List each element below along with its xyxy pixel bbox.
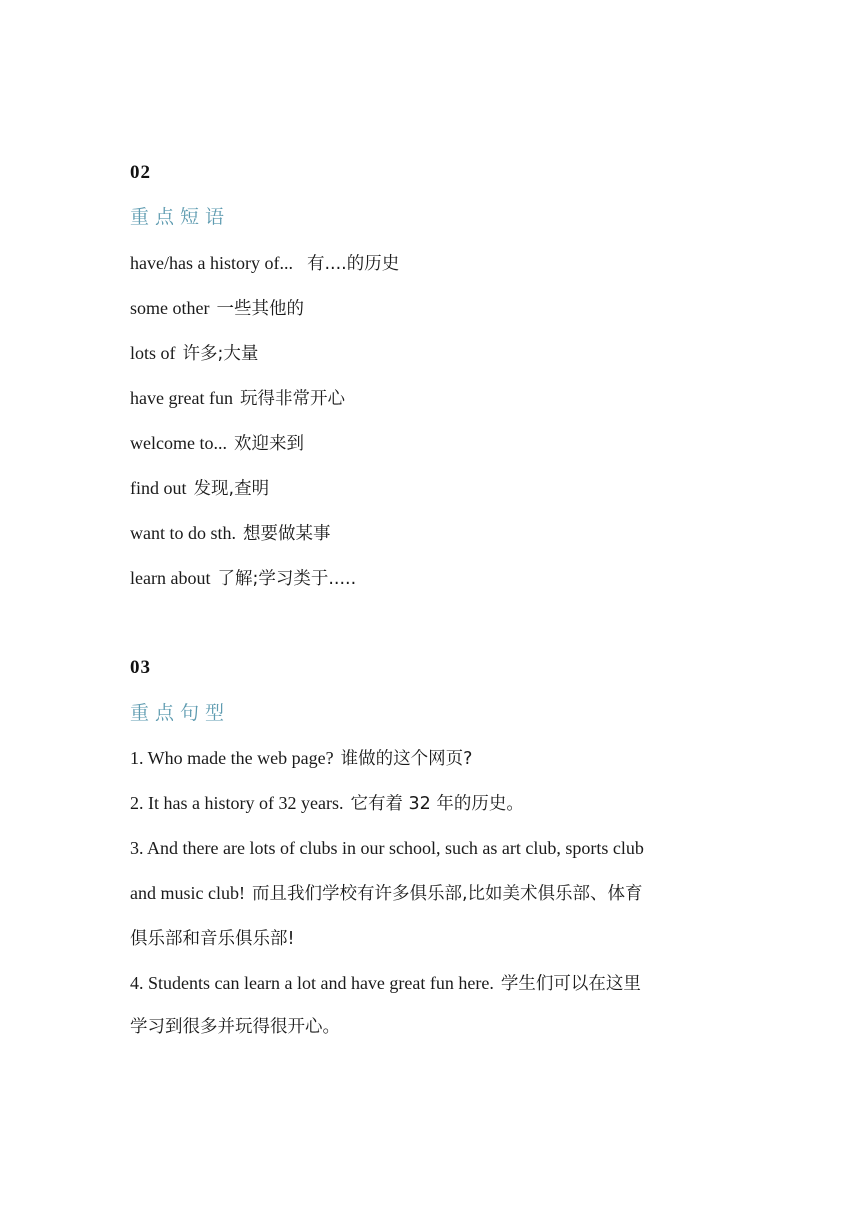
phrase-zh: 有....的历史	[306, 254, 400, 274]
sentence-zh: 而且我们学校有许多俱乐部,比如美术俱乐部、体育	[251, 884, 643, 904]
phrase-zh: 玩得非常开心	[239, 389, 345, 409]
phrase-line	[130, 430, 304, 457]
sentence-line	[130, 970, 641, 997]
phrase-line	[130, 250, 399, 277]
phrase-en: have great fun	[130, 388, 233, 408]
phrase-line	[130, 340, 258, 367]
phrase-zh: 了解;学习类于.....	[217, 569, 357, 589]
sentence-en: and music club!	[130, 883, 245, 903]
phrase-zh: 发现,查明	[193, 479, 270, 499]
sentence-line	[130, 925, 295, 952]
sentence-line	[130, 745, 472, 772]
phrase-line	[130, 565, 356, 592]
sentence-en: 1. Who made the web page?	[130, 748, 334, 768]
phrase-en: learn about	[130, 568, 211, 588]
phrase-en: some other	[130, 298, 210, 318]
phrase-zh: 许多;大量	[182, 344, 259, 364]
phrase-line	[130, 520, 331, 547]
sentence-zh: 它有着 32 年的历史。	[350, 794, 524, 814]
sentence-zh: 学生们可以在这里	[500, 974, 641, 994]
sentence-line	[130, 790, 524, 817]
section-number: 02	[130, 162, 151, 183]
phrase-en: lots of	[130, 343, 176, 363]
section-title: 重点句型	[130, 702, 231, 724]
sentence-zh: 谁做的这个网页?	[340, 749, 473, 769]
sentence-zh: 学习到很多并玩得很开心。	[130, 1017, 340, 1037]
sentence-en: 2. It has a history of 32 years.	[130, 793, 344, 813]
sentence-line	[130, 880, 643, 907]
sentence-en: 4. Students can learn a lot and have great fun here.	[130, 973, 494, 993]
sentence-zh: 俱乐部和音乐俱乐部!	[130, 929, 295, 949]
phrase-en: want to do sth.	[130, 523, 236, 543]
sentence-line	[130, 1013, 340, 1040]
sentence-line	[130, 835, 644, 861]
phrase-line	[130, 475, 269, 502]
phrase-en: welcome to...	[130, 433, 227, 453]
phrase-line	[130, 295, 304, 322]
phrase-en: have/has a history of...	[130, 253, 293, 273]
section-title: 重点短语	[130, 206, 231, 228]
sentence-en: 3. And there are lots of clubs in our school, such as art club, sports club	[130, 838, 644, 858]
phrase-line	[130, 385, 345, 412]
phrase-zh: 欢迎来到	[233, 434, 304, 454]
phrase-zh: 想要做某事	[243, 524, 331, 544]
phrase-en: find out	[130, 478, 187, 498]
phrase-zh: 一些其他的	[216, 299, 304, 319]
section-number: 03	[130, 657, 151, 678]
